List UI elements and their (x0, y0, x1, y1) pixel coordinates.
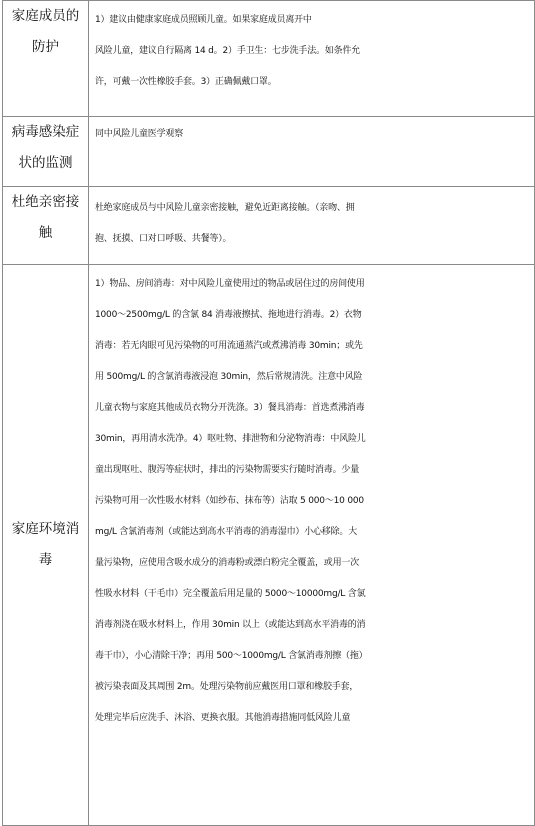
content-line: 童出现呕吐、腹泻等症状时，排出的污染物需要实行随时消毒。少量 (95, 465, 360, 475)
measures-table (2, 0, 535, 826)
row-content-cell (89, 187, 535, 265)
row-label-line: 毒 (38, 552, 53, 568)
row-content-cell (89, 265, 535, 826)
content-line: 毒干巾），小心清除干净；再用 500～1000mg/L 含氯消毒剂擦（拖） (95, 651, 368, 661)
content-line: 性吸水材料（干毛巾）完全覆盖后用足量的 5000～10000mg/L 含氯 (95, 589, 366, 599)
table-row (3, 1, 535, 117)
table-row (3, 265, 535, 826)
content-line: 30min，再用清水洗净。4）呕吐物、排泄物和分泌物消毒：中风险儿 (95, 434, 366, 444)
content-line: mg/L 含氯消毒剂（或能达到高水平消毒的消毒湿巾）小心移除。大 (95, 527, 357, 537)
row-label-line: 触 (38, 225, 53, 241)
row-label-line: 防护 (32, 39, 59, 55)
content-line: 用 500mg/L 的含氯消毒液浸泡 30min，然后常规清洗。注意中风险 (95, 372, 363, 382)
content-line: 同中风险儿童医学观察 (95, 129, 184, 139)
content-line: 1）物品、房间消毒：对中风险儿童使用过的物品或居住过的房间使用 (95, 279, 365, 289)
content-line: 1000～2500mg/L 的含氯 84 消毒液擦拭、拖地进行消毒。2）衣物 (95, 310, 362, 320)
content-line: 处理完毕后应洗手、沐浴、更换衣服。其他消毒措施同低风险儿童 (95, 713, 351, 723)
row-label-line: 状的监测 (18, 155, 73, 171)
row-label-line: 家庭环境消 (11, 521, 80, 537)
content-line: 许，可戴一次性橡胶手套。3）正确佩戴口罩。 (95, 77, 277, 87)
content-line: 消毒剂浇在吸水材料上，作用 30min 以上（或能达到高水平消毒的消 (95, 620, 366, 630)
content-line: 污染物可用一次性吸水材料（如纱布、抹布等）沾取 5 000～10 000 (95, 496, 364, 506)
table-row (3, 117, 535, 187)
table-row (3, 187, 535, 265)
row-content-cell (89, 1, 535, 117)
row-label-line: 家庭成员的 (11, 8, 80, 24)
row-label-cell (3, 1, 89, 117)
content-line: 1）建议由健康家庭成员照顾儿童。如果家庭成员离开中 (95, 15, 312, 25)
row-label-cell (3, 265, 89, 826)
row-label-cell (3, 187, 89, 265)
content-line: 量污染物，应使用含吸水成分的消毒粉或漂白粉完全覆盖，或用一次 (95, 558, 360, 568)
row-content-cell (89, 117, 535, 187)
row-label-line: 杜绝亲密接 (11, 194, 80, 210)
row-label-line: 病毒感染症 (11, 124, 80, 140)
row-label-cell (3, 117, 89, 187)
content-line: 儿童衣物与家庭其他成员衣物分开洗涤。3）餐具消毒：首选煮沸消毒 (95, 403, 365, 413)
content-line: 抱、抚摸、口对口呼吸、共餐等）。 (95, 234, 232, 244)
content-line: 风险儿童，建议自行隔离 14 d。2）手卫生：七步洗手法。如条件允 (95, 46, 361, 56)
content-line: 被污染表面及其周围 2m。处理污染物前应戴医用口罩和橡胶手套， (95, 682, 359, 692)
content-line: 杜绝家庭成员与中风险儿童亲密接触，避免近距离接触。（亲吻、拥 (95, 203, 355, 213)
content-line: 消毒：若无肉眼可见污染物的可用流通蒸汽或煮沸消毒 30min；或先 (95, 341, 363, 351)
